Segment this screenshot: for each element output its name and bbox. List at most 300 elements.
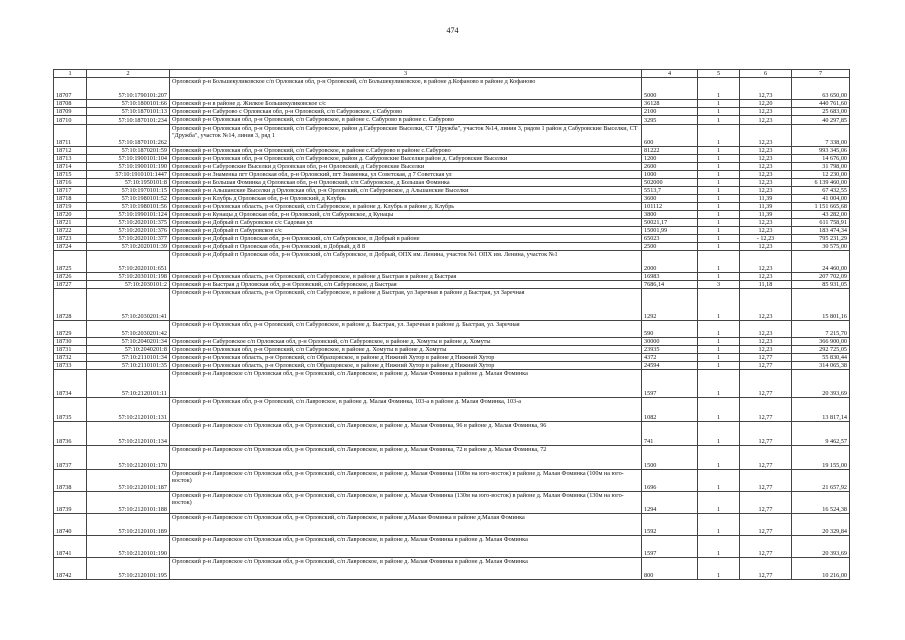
address-description-cell: Орловский р-н Орловская обл, р-н Орловский, с/п Сабуровское, в районе с.Сабурово в районе с.Сабурово	[170, 147, 642, 155]
address-description-cell: Орловский р-н Орловская обл, р-н Орловский, с/п Лавровское, в районе д. Малая Фоминка, 103-а в районе д. Малая Фоминка, 103-а	[170, 398, 642, 422]
rate-cell: 12,77	[740, 492, 792, 514]
address-description-cell: Орловский р-н Лавровское с/п Орловская обл, р-н Орловский, с/п Лавровское, в районе д. Малая Фоминка в районе д. Малая Фоминка	[170, 536, 642, 558]
cadastral-number-cell: 57:10:2110101:34	[87, 354, 170, 362]
cadastral-number-cell: 57:10:1970101:15	[87, 187, 170, 195]
row-number-cell: 18709	[54, 108, 87, 116]
area-cell: 1200	[642, 155, 698, 163]
area-cell: 16983	[642, 273, 698, 281]
cadastral-number-cell: 57:10:2040201:8	[87, 346, 170, 354]
count-cell: 1	[698, 446, 740, 470]
table-row	[54, 211, 850, 219]
area-cell: 2500	[642, 243, 698, 251]
row-number-cell: 18716	[54, 179, 87, 187]
cadastral-number-cell: 57:10:2120101:131	[87, 398, 170, 422]
row-number-cell: 18740	[54, 514, 87, 536]
value-cell: 7 215,70	[792, 321, 850, 338]
address-description-cell: Орловский р-н Орловская обл, р-н Орловский, с/п Сабуровское, в районе д. Быстрая, ул. Заречная в районе д. Быстрая, ул. Заречная	[170, 321, 642, 338]
cadastral-number-cell: 57:10:2120101:134	[87, 422, 170, 446]
cadastral-number-cell: 57:10:2030201:42	[87, 321, 170, 338]
cadastral-number-cell: 57:10:1790101:207	[87, 78, 170, 100]
count-cell: 1	[698, 195, 740, 203]
area-cell: 24594	[642, 362, 698, 370]
area-cell: 5513,7	[642, 187, 698, 195]
rate-cell: 12,23	[740, 251, 792, 273]
address-description-cell: Орловский р-н Орловская область, р-н Орловский, с/п Образцовское, в районе д Нижний Хутор в районе д Нижний Хутор	[170, 354, 642, 362]
address-description-cell: Орловский р-н Добрый п Орловская обл, р-н Орловский, с/п Сабуровское, п Добрый в районе	[170, 235, 642, 243]
address-description-cell: Орловский р-н Орловская обл, р-н Орловский, с/п Сабуровское, район д.Сабуровские Выселки, СТ "Дружба", участок №14, линия 3, рядом 1 район д Сабуровские Выселки, СТ "Дружба", участок №14, линия 3, ряд 1	[170, 125, 642, 147]
area-cell: 1000	[642, 171, 698, 179]
table-row	[54, 398, 850, 422]
rate-cell: 12,77	[740, 558, 792, 580]
count-cell: 1	[698, 289, 740, 321]
row-number-cell: 18732	[54, 354, 87, 362]
count-cell: 3	[698, 281, 740, 289]
table-row	[54, 281, 850, 289]
value-cell: 19 155,00	[792, 446, 850, 470]
table-row	[54, 470, 850, 492]
value-cell: 993 345,06	[792, 147, 850, 155]
address-description-cell: Орловский р-н Добрый п Сабуровское с/с Садовая ул	[170, 219, 642, 227]
count-cell: 1	[698, 492, 740, 514]
cadastral-number-cell: 57:10:1870101:262	[87, 125, 170, 147]
row-number-cell: 18728	[54, 289, 87, 321]
value-cell: 20 393,69	[792, 536, 850, 558]
area-cell: 50021,17	[642, 219, 698, 227]
area-cell: 1696	[642, 470, 698, 492]
table-row	[54, 321, 850, 338]
row-number-cell: 18723	[54, 235, 87, 243]
column-header: 2	[87, 70, 170, 78]
count-cell: 1	[698, 227, 740, 235]
table-row	[54, 171, 850, 179]
header-row	[54, 70, 850, 78]
value-cell: 7 338,00	[792, 125, 850, 147]
rate-cell: 12,23	[740, 125, 792, 147]
column-header: 3	[170, 70, 642, 78]
address-description-cell: Орловский р-н Лавровское с/п Орловская обл, р-н Орловский, с/п Лавровское, в районе д. Малая Фоминка в районе д. Малая Фоминка	[170, 558, 642, 580]
rate-cell: 12,23	[740, 116, 792, 125]
cadastral-number-cell: 57:10:1950101:8	[87, 179, 170, 187]
cadastral-number-cell: 57:10:2020101:39	[87, 243, 170, 251]
rate-cell: 12,23	[740, 243, 792, 251]
rate-cell: 12,23	[740, 187, 792, 195]
table-row	[54, 446, 850, 470]
address-description-cell: Орловский р-н Кунацы д Орловская обл, р-н Орловский, с/п Сабуровское, д Кунацы	[170, 211, 642, 219]
value-cell: 9 462,57	[792, 422, 850, 446]
table-row	[54, 116, 850, 125]
table-row	[54, 195, 850, 203]
address-description-cell: Орловский р-н Лавровское с/п Орловская обл, р-н Орловский, с/п Лавровское, в районе д. Малая Фоминка (100м на юго-восток) в районе д. Малая Фоминка (100м на юго-восток)	[170, 470, 642, 492]
rate-cell: 12,23	[740, 346, 792, 354]
cadastral-number-cell: 57:10:2120101:170	[87, 446, 170, 470]
value-cell: 41 004,00	[792, 195, 850, 203]
value-cell: 292 725,05	[792, 346, 850, 354]
area-cell: 1292	[642, 289, 698, 321]
rate-cell: 12,23	[740, 321, 792, 338]
value-cell: 20 393,69	[792, 370, 850, 398]
table-row	[54, 155, 850, 163]
area-cell: 1500	[642, 446, 698, 470]
area-cell: 2100	[642, 108, 698, 116]
rate-cell: 12,77	[740, 362, 792, 370]
area-cell: 2000	[642, 251, 698, 273]
rate-cell: 12,23	[740, 171, 792, 179]
value-cell: 85 931,05	[792, 281, 850, 289]
count-cell: 1	[698, 362, 740, 370]
area-cell: 1082	[642, 398, 698, 422]
table-row	[54, 422, 850, 446]
table-row	[54, 100, 850, 108]
value-cell: 795 231,29	[792, 235, 850, 243]
address-description-cell: Орловский р-н Знаменка пгт Орловская обл, р-н Орловский, пгт Знаменка, ул Советская, д 7 Советская ул	[170, 171, 642, 179]
table-row	[54, 235, 850, 243]
area-cell: 65023	[642, 235, 698, 243]
rate-cell: 12,77	[740, 422, 792, 446]
value-cell: 440 761,60	[792, 100, 850, 108]
area-cell: 590	[642, 321, 698, 338]
column-header: 5	[698, 70, 740, 78]
rate-cell: 11,39	[740, 211, 792, 219]
value-cell: 15 801,16	[792, 289, 850, 321]
rate-cell: 12,20	[740, 100, 792, 108]
count-cell: 1	[698, 338, 740, 346]
table-row	[54, 514, 850, 536]
table-row	[54, 289, 850, 321]
value-cell: 43 282,00	[792, 211, 850, 219]
area-cell: 36128	[642, 100, 698, 108]
count-cell: 1	[698, 370, 740, 398]
area-cell: 800	[642, 558, 698, 580]
address-description-cell: Орловский р-н Орловская область, р-н Орловский, с/п Образцовское, в районе д Нижний Хутор в районе д Нижний Хутор	[170, 362, 642, 370]
table-row	[54, 219, 850, 227]
area-cell: 1597	[642, 370, 698, 398]
area-cell: 15001,99	[642, 227, 698, 235]
area-cell: 2600	[642, 163, 698, 171]
address-description-cell: Орловский р-н Добрый п Сабуровское с/с	[170, 227, 642, 235]
row-number-cell: 18738	[54, 470, 87, 492]
row-number-cell: 18731	[54, 346, 87, 354]
row-number-cell: 18727	[54, 281, 87, 289]
value-cell: 611 758,91	[792, 219, 850, 227]
row-number-cell: 18736	[54, 422, 87, 446]
row-number-cell: 18742	[54, 558, 87, 580]
rate-cell: 12,23	[740, 219, 792, 227]
row-number-cell: 18734	[54, 370, 87, 398]
area-cell: 3295	[642, 116, 698, 125]
row-number-cell: 18735	[54, 398, 87, 422]
area-cell: 3600	[642, 195, 698, 203]
rate-cell: 12,77	[740, 514, 792, 536]
value-cell: 13 817,14	[792, 398, 850, 422]
count-cell: 1	[698, 243, 740, 251]
address-description-cell: Орловский р-н Большая Фоминка д Орловская обл, р-н Орловский, с/п Сабуровское, д Большая Фоминка	[170, 179, 642, 187]
rate-cell: 12,73	[740, 78, 792, 100]
rate-cell: 12,77	[740, 398, 792, 422]
row-number-cell: 18725	[54, 251, 87, 273]
value-cell: 12 230,00	[792, 171, 850, 179]
rate-cell: 12,23	[740, 163, 792, 171]
value-cell: 14 676,00	[792, 155, 850, 163]
rate-cell: 11,18	[740, 281, 792, 289]
cadastral-number-cell: 57:10:2030101:198	[87, 273, 170, 281]
cadastral-number-cell: 57:10:1980101:52	[87, 195, 170, 203]
address-description-cell: Орловский р-н Орловская область, р-н Орловский, с/п Сабуровское, в районе д. Клубрь в районе д. Клубрь	[170, 203, 642, 211]
area-cell: 30000	[642, 338, 698, 346]
row-number-cell: 18708	[54, 100, 87, 108]
page-number: 474	[446, 26, 459, 35]
rate-cell: 12,23	[740, 338, 792, 346]
rate-cell: 12,77	[740, 354, 792, 362]
address-description-cell: Орловский р-н Сабуровское с/п Орловская обл, р-н Орловский, с/п Сабуровское, в районе д. Хомуты в районе д. Хомуты	[170, 338, 642, 346]
address-description-cell: Орловский р-н Орловская область, р-н Орловский, с/п Сабуровское, в районе д Быстрая, ул Заречная в районе д Быстрая, ул Заречная	[170, 289, 642, 321]
area-cell: 1592	[642, 514, 698, 536]
address-description-cell: Орловский р-н Орловская область, р-н Орловский, с/п Сабуровское, в районе д Быстрая в районе д Быстрая	[170, 273, 642, 281]
rate-cell: 12,77	[740, 536, 792, 558]
cadastral-number-cell: 57:10:2120101:195	[87, 558, 170, 580]
count-cell: 1	[698, 422, 740, 446]
count-cell: 1	[698, 163, 740, 171]
value-cell: 10 216,00	[792, 558, 850, 580]
row-number-cell: 18714	[54, 163, 87, 171]
cadastral-number-cell: 57:10:1800101:66	[87, 100, 170, 108]
rate-cell: - 12,23	[740, 235, 792, 243]
table-row	[54, 147, 850, 155]
value-cell: 63 650,00	[792, 78, 850, 100]
address-description-cell: Орловский р-н Лавровское с/п Орловская обл, р-н Орловский, с/п Лавровское, в районе д.Малая Фоминка в районе д.Малая Фоминка	[170, 514, 642, 536]
count-cell: 1	[698, 273, 740, 281]
table-row	[54, 362, 850, 370]
rate-cell: 12,77	[740, 446, 792, 470]
address-description-cell: Орловский р-н Орловская обл, р-н Орловский, с/п Сабуровское, в районе с. Сабурово в районе с. Сабурово	[170, 116, 642, 125]
rate-cell: 12,23	[740, 179, 792, 187]
address-description-cell: Орловский р-н в районе д. Жилкое Большекуликовское с/с	[170, 100, 642, 108]
row-number-cell: 18741	[54, 536, 87, 558]
address-description-cell: Орловский р-н Быстрая д Орловская обл, р-н Орловский, с/п Сабуровское, д Быстрая	[170, 281, 642, 289]
value-cell: 25 683,00	[792, 108, 850, 116]
address-description-cell: Орловский р-н Альшанские Выселки д Орловская обл, р-н Орловский, с/п Сабуровское, д Альшанские Выселки	[170, 187, 642, 195]
table-row	[54, 370, 850, 398]
table-row	[54, 338, 850, 346]
address-description-cell: Орловский р-н Большекуликовское с/п Орловская обл, р-н Орловский, с/п Большекуликовское, в районе д.Кофаново в районе д Кофаново	[170, 78, 642, 100]
cadastral-number-cell: 57:10:2020101:651	[87, 251, 170, 273]
count-cell: 1	[698, 203, 740, 211]
row-number-cell: 18719	[54, 203, 87, 211]
value-cell: 40 297,85	[792, 116, 850, 125]
row-number-cell: 18718	[54, 195, 87, 203]
value-cell: 20 329,84	[792, 514, 850, 536]
value-cell: 24 460,00	[792, 251, 850, 273]
row-number-cell: 18710	[54, 116, 87, 125]
row-number-cell: 18729	[54, 321, 87, 338]
table-row	[54, 187, 850, 195]
cadastral-number-cell: 57:10:1900101:104	[87, 155, 170, 163]
cadastral-number-cell: 57:10:1900101:190	[87, 163, 170, 171]
address-description-cell: Орловский р-н Орловская обл, р-н Орловский, с/п Сабуровское, район д. Сабуровские Выселки район д. Сабуровские Выселки	[170, 155, 642, 163]
count-cell: 1	[698, 179, 740, 187]
area-cell: 502000	[642, 179, 698, 187]
count-cell: 1	[698, 321, 740, 338]
row-number-cell: 18730	[54, 338, 87, 346]
area-cell: 1294	[642, 492, 698, 514]
count-cell: 1	[698, 354, 740, 362]
count-cell: 1	[698, 558, 740, 580]
area-cell: 741	[642, 422, 698, 446]
table-row	[54, 78, 850, 100]
rate-cell: 12,23	[740, 227, 792, 235]
count-cell: 1	[698, 108, 740, 116]
address-description-cell: Орловский р-н Добрый п Орловская обл, р-н Орловский, п Добрый, д 8 8	[170, 243, 642, 251]
rate-cell: 11,39	[740, 195, 792, 203]
count-cell: 1	[698, 116, 740, 125]
row-number-cell: 18726	[54, 273, 87, 281]
cadastral-number-cell: 57:10:1870101:234	[87, 116, 170, 125]
table-row	[54, 251, 850, 273]
cadastral-number-cell: 57:10:1870201:59	[87, 147, 170, 155]
address-description-cell: Орловский р-н Лавровское с/п Орловская обл, р-н Орловский, с/п Лавровское, в районе д. Малая Фоминка (130м на юго-восток) в районе д. Малая Фоминка (130м на юго-восток)	[170, 492, 642, 514]
value-cell: 31 798,00	[792, 163, 850, 171]
table-row	[54, 227, 850, 235]
value-cell: 30 575,00	[792, 243, 850, 251]
address-description-cell: Орловский р-н Лавровское с/п Орловская обл, р-н Орловский, с/п Лавровское, в районе д. Малая Фоминка в районе д. Малая Фоминка	[170, 370, 642, 398]
row-number-cell: 18737	[54, 446, 87, 470]
address-description-cell: Орловский р-н Лавровское с/п Орловская обл, р-н Орловский, с/п Лавровское, в районе д. Малая Фоминка, 96 в районе д. Малая Фоминка, 96	[170, 422, 642, 446]
table-body	[54, 70, 850, 580]
value-cell: 1 151 665,68	[792, 203, 850, 211]
cadastral-number-cell: 57:10:2020101:375	[87, 219, 170, 227]
table-row	[54, 354, 850, 362]
rate-cell: 12,23	[740, 147, 792, 155]
parcels-table	[53, 69, 850, 580]
table-row	[54, 492, 850, 514]
count-cell: 1	[698, 536, 740, 558]
rate-cell: 12,23	[740, 289, 792, 321]
count-cell: 1	[698, 219, 740, 227]
rate-cell: 12,77	[740, 370, 792, 398]
value-cell: 21 657,92	[792, 470, 850, 492]
row-number-cell: 18711	[54, 125, 87, 147]
address-description-cell: Орловский р-н Орловская обл, р-н Орловский, с/п Сабуровское, в районе д. Хомуты в районе д. Хомуты	[170, 346, 642, 354]
table-row	[54, 125, 850, 147]
value-cell: 183 474,34	[792, 227, 850, 235]
cadastral-number-cell: 57:10:2030101:2	[87, 281, 170, 289]
count-cell: 1	[698, 125, 740, 147]
value-cell: 16 524,38	[792, 492, 850, 514]
row-number-cell: 18724	[54, 243, 87, 251]
count-cell: 1	[698, 211, 740, 219]
address-description-cell: Орловский р-н Сабурово с Орловская обл, р-н Орловский, с/п Сабуровское, с Сабурово	[170, 108, 642, 116]
cadastral-number-cell: 57:10:2110101:35	[87, 362, 170, 370]
rate-cell: 12,77	[740, 470, 792, 492]
column-header: 1	[54, 70, 87, 78]
address-description-cell: Орловский р-н Клубрь д Орловская обл, р-н Орловский, д Клубрь	[170, 195, 642, 203]
address-description-cell: Орловский р-н Сабуровские Выселки д Орловская обл, р-н Орловский, д Сабуровские Выселки	[170, 163, 642, 171]
row-number-cell: 18733	[54, 362, 87, 370]
cadastral-number-cell: 57:10:2120101:188	[87, 492, 170, 514]
row-number-cell: 18722	[54, 227, 87, 235]
count-cell: 1	[698, 398, 740, 422]
value-cell: 6 139 460,00	[792, 179, 850, 187]
area-cell: 81222	[642, 147, 698, 155]
table-row	[54, 243, 850, 251]
column-header: 7	[792, 70, 850, 78]
table-row	[54, 273, 850, 281]
table-row	[54, 163, 850, 171]
value-cell: 67 432,55	[792, 187, 850, 195]
count-cell: 1	[698, 346, 740, 354]
rate-cell: 12,23	[740, 273, 792, 281]
area-cell: 4372	[642, 354, 698, 362]
count-cell: 1	[698, 100, 740, 108]
table-row	[54, 179, 850, 187]
cadastral-number-cell: 57:10:2020101:376	[87, 227, 170, 235]
count-cell: 1	[698, 78, 740, 100]
area-cell: 600	[642, 125, 698, 147]
cadastral-number-cell: 57:10:2120101:187	[87, 470, 170, 492]
value-cell: 366 900,00	[792, 338, 850, 346]
area-cell: 7686,14	[642, 281, 698, 289]
cadastral-number-cell: 57:10:2030201:41	[87, 289, 170, 321]
cadastral-number-cell: 57:10:1910101:1447	[87, 171, 170, 179]
row-number-cell: 18717	[54, 187, 87, 195]
count-cell: 1	[698, 171, 740, 179]
column-header: 6	[740, 70, 792, 78]
cadastral-number-cell: 57:10:2120101:11	[87, 370, 170, 398]
table-row	[54, 108, 850, 116]
row-number-cell: 18707	[54, 78, 87, 100]
area-cell: 3800	[642, 211, 698, 219]
count-cell: 1	[698, 147, 740, 155]
row-number-cell: 18739	[54, 492, 87, 514]
area-cell: 1597	[642, 536, 698, 558]
count-cell: 1	[698, 235, 740, 243]
value-cell: 314 065,38	[792, 362, 850, 370]
area-cell: 23935	[642, 346, 698, 354]
table-row	[54, 203, 850, 211]
cadastral-number-cell: 57:10:1980101:56	[87, 203, 170, 211]
count-cell: 1	[698, 251, 740, 273]
rate-cell: 12,23	[740, 155, 792, 163]
row-number-cell: 18713	[54, 155, 87, 163]
table-row	[54, 558, 850, 580]
rate-cell: 12,23	[740, 108, 792, 116]
area-cell: 101112	[642, 203, 698, 211]
cadastral-number-cell: 57:10:2020101:377	[87, 235, 170, 243]
count-cell: 1	[698, 514, 740, 536]
rate-cell: 11,39	[740, 203, 792, 211]
value-cell: 207 702,09	[792, 273, 850, 281]
address-description-cell: Орловский р-н Добрый п Орловская обл, р-н Орловский, с/п Сабуровское, п Добрый, ОПХ им. Ленина, участок №1 ОПХ им. Ленина, участок №1	[170, 251, 642, 273]
count-cell: 1	[698, 155, 740, 163]
row-number-cell: 18720	[54, 211, 87, 219]
cadastral-number-cell: 57:10:2040201:34	[87, 338, 170, 346]
value-cell: 55 830,44	[792, 354, 850, 362]
column-header: 4	[642, 70, 698, 78]
row-number-cell: 18715	[54, 171, 87, 179]
row-number-cell: 18721	[54, 219, 87, 227]
address-description-cell: Орловский р-н Лавровское с/п Орловская обл, р-н Орловский, с/п Лавровское, в районе д. Малая Фоминка, 72 в районе д. Малая Фоминка, 72	[170, 446, 642, 470]
cadastral-number-cell: 57:10:2120101:189	[87, 514, 170, 536]
row-number-cell: 18712	[54, 147, 87, 155]
cadastral-number-cell: 57:10:1870101:13	[87, 108, 170, 116]
count-cell: 1	[698, 187, 740, 195]
cadastral-number-cell: 57:10:2120101:190	[87, 536, 170, 558]
count-cell: 1	[698, 470, 740, 492]
cadastral-number-cell: 57:10:1990101:124	[87, 211, 170, 219]
area-cell: 5000	[642, 78, 698, 100]
parcels-table-wrapper	[53, 69, 849, 580]
table-row	[54, 536, 850, 558]
table-row	[54, 346, 850, 354]
